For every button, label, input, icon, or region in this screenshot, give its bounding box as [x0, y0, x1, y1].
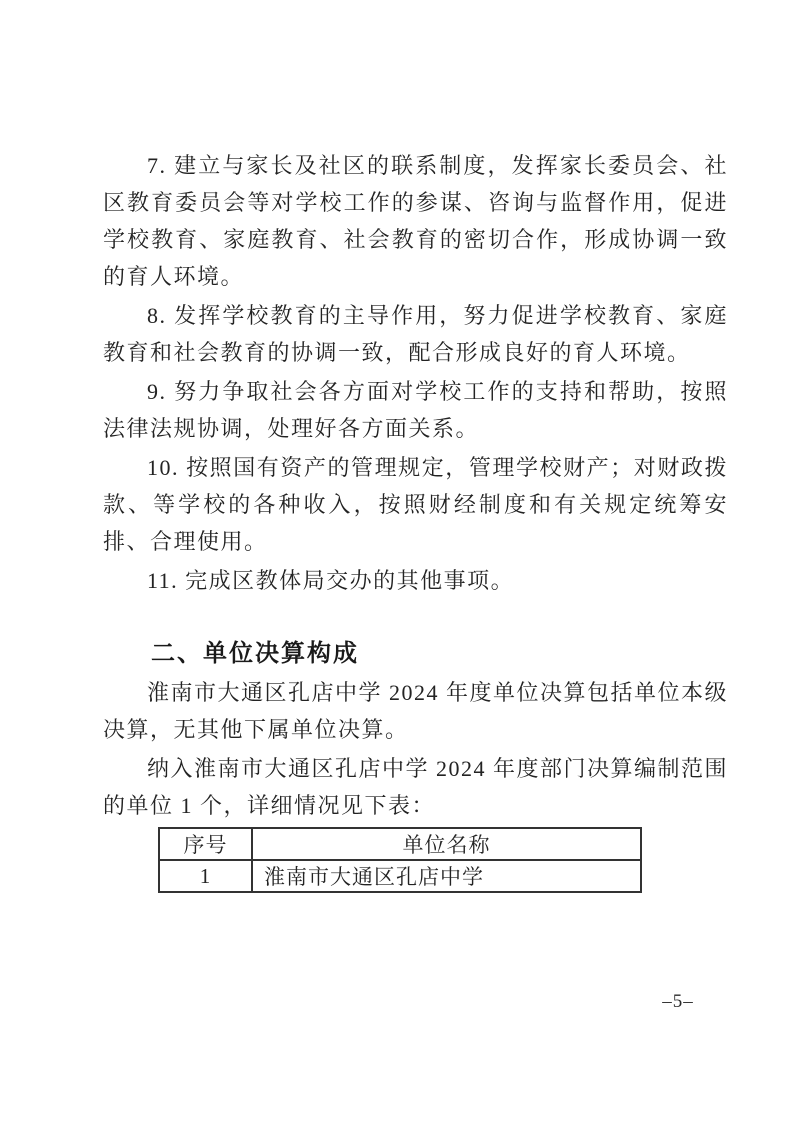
table-header-row — [159, 828, 641, 860]
numbered-paragraph-10: 10. 按照国有资产的管理规定，管理学校财产；对财政拨款、等学校的各种收入，按照财经制度和有关规定统筹安排、合理使用。 — [103, 455, 728, 554]
table-row — [159, 860, 641, 892]
content-area — [103, 147, 728, 893]
table-header-unit-name: 单位名称 — [252, 828, 641, 860]
units-table — [158, 827, 642, 893]
table-cell-seq: 1 — [159, 860, 252, 892]
table-header-seq: 序号 — [159, 828, 252, 860]
numbered-paragraph-11: 11. 完成区教体局交办的其他事项。 — [147, 568, 515, 593]
numbered-paragraph-9: 9. 努力争取社会各方面对学校工作的支持和帮助，按照法律法规协调，处理好各方面关系。 — [103, 379, 728, 441]
page-number: –5– — [662, 991, 694, 1012]
section-heading: 二、单位决算构成 — [151, 640, 359, 667]
section-paragraph-1: 淮南市大通区孔店中学 2024 年度单位决算包括单位本级决算，无其他下属单位决算。 — [103, 680, 729, 742]
section-paragraph-2: 纳入淮南市大通区孔店中学 2024 年度部门决算编制范围的单位 1 个，详细情况见下表： — [103, 756, 729, 818]
numbered-paragraph-8: 8. 发挥学校教育的主导作用，努力促进学校教育、家庭教育和社会教育的协调一致，配合形成良好的育人环境。 — [103, 303, 728, 365]
table-cell-unit-name: 淮南市大通区孔店中学 — [252, 860, 641, 892]
numbered-paragraph-7: 7. 建立与家长及社区的联系制度，发挥家长委员会、社区教育委员会等对学校工作的参谋、咨询与监督作用，促进学校教育、家庭教育、社会教育的密切合作，形成协调一致的育人环境。 — [103, 153, 728, 289]
